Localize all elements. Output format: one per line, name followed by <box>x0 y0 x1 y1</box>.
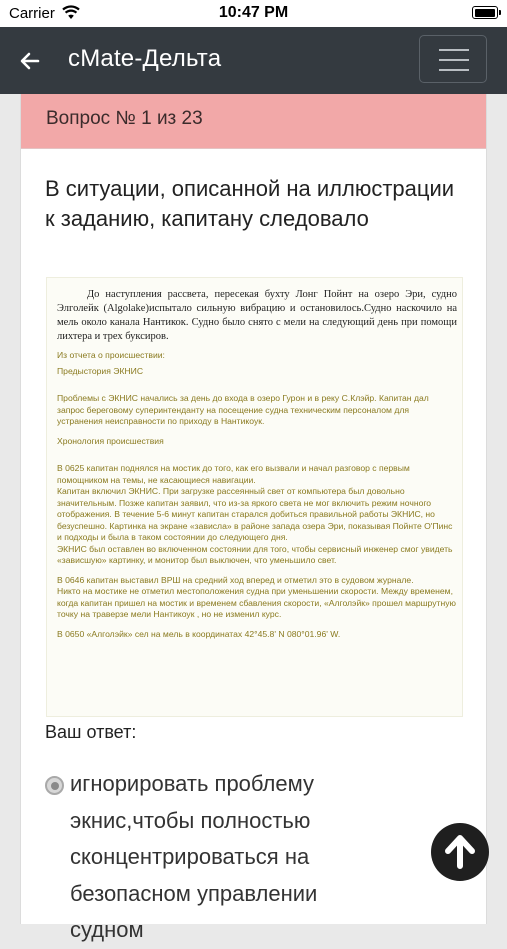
report-chronology-heading: Хронология происшествия <box>57 435 164 446</box>
battery-level <box>475 9 495 17</box>
card-header <box>21 94 486 149</box>
answer-option[interactable] <box>45 766 475 942</box>
report-chronology-4: В 0646 капитан выставил ВРШ на средний ход вперед и отметил это в судовом журнале. <box>57 574 414 585</box>
hamburger-menu-icon <box>439 49 469 51</box>
report-chronology-5: Никто на мостике не отметил местоположения судна при уменьшении скорости. Между временем, когда капитан пришел на мостик и временем сбавления скорости, «Алголэйк» прошел маршрутную точку на траверзе мели Нантикоук , но не изменил курс. <box>57 586 456 619</box>
battery-icon <box>472 6 498 19</box>
radio-button[interactable] <box>45 776 64 795</box>
arrow-up-icon <box>431 823 489 881</box>
report-prehistory-text: Проблемы с ЭКНИС начались за день до входа в озеро Гурон и в реку С.Клэйр. Капитан дал запрос береговому суперинтенданту на посещение судна техническим персоналом для устранения неисправности по приходу в Нантикоук. <box>57 393 429 426</box>
status-bar <box>0 0 507 27</box>
question-text: В ситуации, описанной на иллюстрации к заданию, капитану следовало <box>45 176 455 231</box>
app-title: cMate-Дельта <box>68 45 222 72</box>
illustration-intro: До наступления рассвета, пересекая бухту Лонг Пойнт на озеро Эри, судно Элголейк (Algolake)испытало сильную вибрацию и остановилось.Судно наскочило на мель около канала Нантикок. Судно было снято с мели на следующий день при помощи лихтера и трех буксиров. <box>57 289 457 342</box>
report-chronology-6: В 0650 «Алголэйк» сел на мель в координатах 42°45.8' N 080°01.96' W. <box>57 628 341 639</box>
arrow-left-icon[interactable] <box>14 45 46 77</box>
answer-label: Ваш ответ: <box>45 722 137 742</box>
question-illustration <box>46 277 463 717</box>
question-card <box>20 94 487 942</box>
status-time: 10:47 PM <box>218 4 289 21</box>
app-bar <box>0 27 507 94</box>
report-chronology-2: Капитан включил ЭКНИС. При загрузке рассеянный свет от компьютера был довольно значительным. Позже капитан заявил, что из-за яркого света не мог включить режим ночного отображения. В течение 5-6 минут капитан старался добиться правильной работы ЭКНИС, но безуспешно. Картинка на экране «зависла» в районе запада озера Эри, показывая Пойнте О'Пинс и подходы и была в таком состоянии до следующего дня. <box>57 486 453 542</box>
report-prehistory-heading: Предыстория ЭКНИС <box>57 365 144 376</box>
report-chronology-1: В 0625 капитан поднялся на мостик до того, как его вызвали и начал разговор с первым помощником на темы, не касающиеся навигации. <box>57 463 410 485</box>
report-chronology-3: ЭКНИС был оставлен во включенном состоянии для того, чтобы сервисный инженер смог увидеть «зависшую» картинку, и монитор был выключен, что уменьшило свет. <box>57 543 453 565</box>
question-counter: Вопрос № 1 из 23 <box>46 108 203 129</box>
illustration-report <box>57 350 457 648</box>
menu-button[interactable] <box>419 35 487 83</box>
report-source-heading: Из отчета о происшествии: <box>57 350 165 360</box>
scroll-to-top-button[interactable] <box>431 823 489 881</box>
carrier-label: Carrier <box>9 5 55 22</box>
answer-option-text[interactable]: игнорировать проблему экнис,чтобы полностью сконцентрироваться на безопасном управлении судном <box>70 771 318 942</box>
